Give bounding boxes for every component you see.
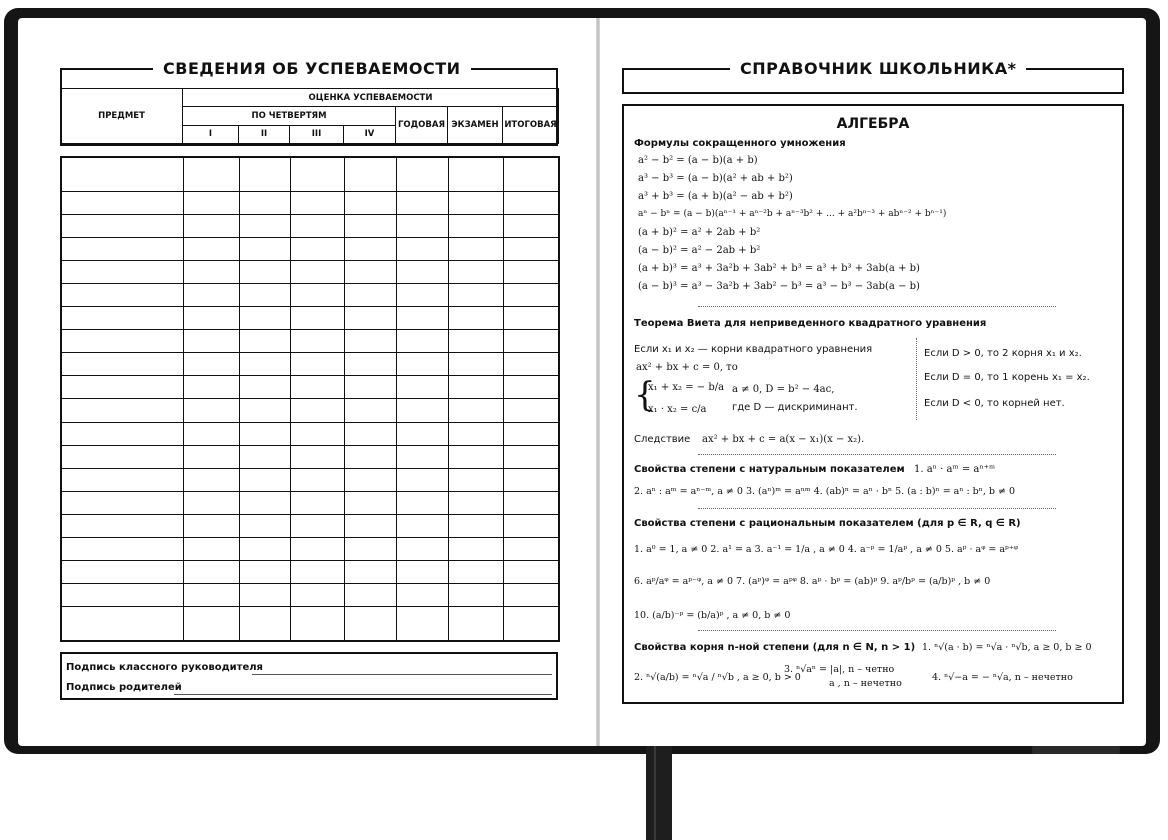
grade-cell[interactable] [290,560,344,583]
root-prop-2: 2. ⁿ√(a/b) = ⁿ√a / ⁿ√b , a ≥ 0, b > 0 [634,672,801,683]
formula-3: a³ + b³ = (a + b)(a² − ab + b²) [638,191,793,202]
grade-cell[interactable] [344,468,396,491]
grade-cell[interactable] [183,560,239,583]
root-prop-3a: 3. ⁿ√aⁿ = |a|, n – четно [784,664,895,675]
subject-cell[interactable] [61,215,183,238]
grade-cell[interactable] [183,491,239,514]
subject-cell[interactable] [61,157,183,192]
grade-cell[interactable] [344,583,396,606]
grade-row [61,284,559,307]
grade-cell[interactable] [344,307,396,330]
yearly-header: ГОДОВАЯ [396,107,448,144]
grade-cell[interactable] [448,192,503,215]
grade-cell[interactable] [183,353,239,376]
grade-row [61,422,559,445]
grade-cell[interactable] [448,468,503,491]
grade-cell[interactable] [183,192,239,215]
parents-signature-line[interactable] [174,694,552,695]
grade-cell[interactable] [344,238,396,261]
corollary-formula: ax² + bx + c = a(x − x₁)(x − x₂). [702,434,865,445]
vertical-divider [916,338,917,420]
quarter-3: III [290,125,344,143]
grade-cell[interactable] [503,157,559,192]
exam-header: ЭКЗАМЕН [448,107,503,144]
grade-cell[interactable] [239,307,290,330]
grade-cell[interactable] [183,376,239,399]
grade-cell[interactable] [183,468,239,491]
grade-cell[interactable] [290,157,344,192]
grade-row [61,445,559,468]
subject-cell[interactable] [61,583,183,606]
grades-header-table [60,88,559,144]
grade-cell[interactable] [503,514,559,537]
quarters-header: ПО ЧЕТВЕРТЯМ [183,107,396,125]
grade-cell[interactable] [396,606,448,641]
subject-cell[interactable] [61,261,183,284]
grade-row [61,307,559,330]
grade-cell[interactable] [290,215,344,238]
discriminant-positive: Если D > 0, то 2 корня x₁ и x₂. [924,348,1082,359]
grade-cell[interactable] [396,468,448,491]
grade-cell[interactable] [503,445,559,468]
page-title: СВЕДЕНИЯ ОБ УСПЕВАЕМОСТИ [153,59,471,78]
grade-cell[interactable] [239,284,290,307]
grade-cell[interactable] [344,192,396,215]
subject-cell[interactable] [61,238,183,261]
divider [698,508,1056,509]
grade-cell[interactable] [503,284,559,307]
grade-cell[interactable] [290,330,344,353]
grade-cell[interactable] [239,238,290,261]
grade-cell[interactable] [396,399,448,422]
grade-cell[interactable] [344,157,396,192]
root-prop-1: 1. ⁿ√(a · b) = ⁿ√a · ⁿ√b, a ≥ 0, b ≥ 0 [922,642,1092,653]
grade-cell[interactable] [448,330,503,353]
grade-cell[interactable] [448,284,503,307]
grade-cell[interactable] [503,261,559,284]
grade-row [61,261,559,284]
grade-cell[interactable] [239,514,290,537]
grade-cell[interactable] [183,307,239,330]
grade-cell[interactable] [290,284,344,307]
grade-cell[interactable] [503,583,559,606]
grade-cell[interactable] [239,330,290,353]
grade-cell[interactable] [503,422,559,445]
quarter-2: II [239,125,290,143]
grade-cell[interactable] [396,445,448,468]
grade-cell[interactable] [290,514,344,537]
grade-cell[interactable] [290,238,344,261]
grade-cell[interactable] [290,583,344,606]
subject-cell[interactable] [61,468,183,491]
formula-2: a³ − b³ = (a − b)(a² + ab + b²) [638,173,793,184]
subject-cell[interactable] [61,491,183,514]
subject-cell[interactable] [61,399,183,422]
grade-row [61,399,559,422]
grade-cell[interactable] [503,468,559,491]
formula-7: (a + b)³ = a³ + 3a²b + 3ab² + b³ = a³ + b³ + 3ab(a + b) [638,263,920,274]
vieta-product: x₁ · x₂ = c/a [648,404,707,415]
grade-row [61,353,559,376]
subject-cell[interactable] [61,606,183,641]
grade-row [61,330,559,353]
rat-powers-heading: Свойства степени с рациональным показателем (для p ∈ R, q ∈ R) [634,518,1021,529]
subject-cell[interactable] [61,560,183,583]
grade-cell[interactable] [239,376,290,399]
grade-cell[interactable] [396,353,448,376]
vieta-sum: x₁ + x₂ = − b/a [648,382,725,393]
grade-cell[interactable] [290,491,344,514]
formula-8: (a − b)³ = a³ − 3a²b + 3ab² − b³ = a³ − b³ − 3ab(a − b) [638,281,920,292]
grade-cell[interactable] [396,376,448,399]
grade-cell[interactable] [183,284,239,307]
discriminant-zero: Если D = 0, то 1 корень x₁ = x₂. [924,372,1090,383]
grade-cell[interactable] [290,353,344,376]
grade-cell[interactable] [396,330,448,353]
grade-cell[interactable] [503,330,559,353]
corollary-label: Следствие [634,434,691,445]
grade-cell[interactable] [239,583,290,606]
grade-cell[interactable] [183,606,239,641]
grade-cell[interactable] [448,353,503,376]
grade-cell[interactable] [183,422,239,445]
root-prop-3b: a , n – нечетно [829,678,902,689]
grade-row [61,583,559,606]
quarter-1: I [183,125,239,143]
grade-cell[interactable] [396,192,448,215]
grade-cell[interactable] [448,514,503,537]
grade-cell[interactable] [503,399,559,422]
grade-cell[interactable] [396,560,448,583]
grade-cell[interactable] [448,238,503,261]
grade-row [61,537,559,560]
grade-cell[interactable] [396,284,448,307]
grade-cell[interactable] [239,468,290,491]
grade-cell[interactable] [290,537,344,560]
grade-cell[interactable] [290,261,344,284]
subject-cell[interactable] [61,445,183,468]
grade-cell[interactable] [290,307,344,330]
grade-cell[interactable] [239,192,290,215]
grade-cell[interactable] [344,215,396,238]
grade-row [61,157,559,192]
formula-5: (a + b)² = a² + 2ab + b² [638,227,761,238]
grade-cell[interactable] [396,422,448,445]
nat-power-1: 1. aⁿ · aᵐ = aⁿ⁺ᵐ [914,464,996,475]
grade-row [61,376,559,399]
grade-cell[interactable] [183,261,239,284]
signature-box [60,652,558,700]
grade-cell[interactable] [239,157,290,192]
grade-cell[interactable] [344,491,396,514]
quarter-4: IV [344,125,396,143]
grade-cell[interactable] [183,399,239,422]
grade-cell[interactable] [344,353,396,376]
grade-cell[interactable] [396,307,448,330]
subject-cell[interactable] [61,192,183,215]
grade-cell[interactable] [396,514,448,537]
grade-cell[interactable] [344,445,396,468]
grade-cell[interactable] [503,606,559,641]
grade-cell[interactable] [503,307,559,330]
grade-cell[interactable] [448,583,503,606]
grade-cell[interactable] [239,215,290,238]
subject-cell[interactable] [61,376,183,399]
short-mult-heading: Формулы сокращенного умножения [634,138,846,149]
teacher-signature-line[interactable] [252,674,552,675]
grade-row [61,491,559,514]
grade-row [61,606,559,641]
grade-cell[interactable] [344,537,396,560]
grade-cell[interactable] [239,353,290,376]
root-prop-4: 4. ⁿ√−a = − ⁿ√a, n – нечетно [932,672,1073,683]
subject-cell[interactable] [61,307,183,330]
grade-cell[interactable] [239,491,290,514]
grade-header: ОЦЕНКА УСПЕВАЕМОСТИ [183,89,559,107]
grade-cell[interactable] [396,491,448,514]
grade-row [61,192,559,215]
grade-cell[interactable] [448,445,503,468]
vieta-condition-2: где D — дискриминант. [732,402,858,413]
grade-cell[interactable] [448,307,503,330]
grade-cell[interactable] [290,422,344,445]
subject-cell[interactable] [61,514,183,537]
grade-cell[interactable] [183,330,239,353]
grade-cell[interactable] [503,560,559,583]
reference-title: СПРАВОЧНИК ШКОЛЬНИКА* [730,59,1026,78]
grade-cell[interactable] [183,583,239,606]
subject-cell[interactable] [61,284,183,307]
elastic-band-bottom [1032,746,1120,754]
grade-cell[interactable] [448,537,503,560]
teacher-signature-label: Подпись классного руководителя [66,662,263,673]
grade-cell[interactable] [448,399,503,422]
rat-power-row-3: 10. (a/b)⁻ᵖ = (b/a)ᵖ , a ≠ 0, b ≠ 0 [634,610,791,621]
grade-row [61,560,559,583]
divider [698,306,1056,307]
grade-cell[interactable] [183,514,239,537]
grade-cell[interactable] [183,537,239,560]
right-page [600,18,1146,746]
grade-cell[interactable] [290,606,344,641]
divider [698,454,1056,455]
grade-cell[interactable] [344,376,396,399]
grade-cell[interactable] [290,468,344,491]
grade-cell[interactable] [396,215,448,238]
grade-cell[interactable] [239,399,290,422]
grade-cell[interactable] [396,583,448,606]
system-brace: { [634,375,656,415]
subject-cell[interactable] [61,422,183,445]
grade-cell[interactable] [344,560,396,583]
section-title: АЛГЕБРА [836,116,910,132]
grade-cell[interactable] [183,157,239,192]
grade-cell[interactable] [239,445,290,468]
rat-power-row-1: 1. a⁰ = 1, a ≠ 0 2. a¹ = a 3. a⁻¹ = 1/a , a ≠ 0 4. a⁻ᵖ = 1/aᵖ , a ≠ 0 5. aᵖ · aᵠ = aᵖ⁺ᵠ [634,544,1019,555]
grade-cell[interactable] [239,422,290,445]
grade-row [61,468,559,491]
formula-6: (a − b)² = a² − 2ab + b² [638,245,761,256]
left-page [18,18,596,746]
grade-cell[interactable] [448,606,503,641]
grade-cell[interactable] [344,330,396,353]
subject-header: ПРЕДМЕТ [61,89,183,144]
grade-cell[interactable] [448,261,503,284]
grade-cell[interactable] [290,399,344,422]
subject-cell[interactable] [61,330,183,353]
formula-4: aⁿ − bⁿ = (a − b)(aⁿ⁻¹ + aⁿ⁻²b + aⁿ⁻³b² + ... + a²bⁿ⁻³ + abⁿ⁻² + bⁿ⁻¹) [638,209,947,219]
grade-cell[interactable] [344,261,396,284]
parents-signature-label: Подпись родителей [66,682,182,693]
grade-cell[interactable] [290,445,344,468]
grade-cell[interactable] [503,491,559,514]
grade-cell[interactable] [239,606,290,641]
grade-row [61,514,559,537]
grade-cell[interactable] [503,215,559,238]
grade-cell[interactable] [239,261,290,284]
grade-row [61,215,559,238]
grade-cell[interactable] [448,215,503,238]
formula-1: a² − b² = (a − b)(a + b) [638,155,758,166]
algebra-box [622,104,1124,704]
grade-cell[interactable] [448,422,503,445]
vieta-intro-2: ax² + bx + c = 0, то [636,362,738,373]
nat-power-row: 2. aⁿ : aᵐ = aⁿ⁻ᵐ, a ≠ 0 3. (aⁿ)ᵐ = aⁿᵐ 4. (ab)ⁿ = aⁿ · bⁿ 5. (a : b)ⁿ = aⁿ : bⁿ, b ≠ 0 [634,486,1016,497]
grade-cell[interactable] [344,514,396,537]
nat-powers-heading: Свойства степени с натуральным показателем [634,464,905,475]
grade-cell[interactable] [183,445,239,468]
grade-cell[interactable] [503,238,559,261]
discriminant-negative: Если D < 0, то корней нет. [924,398,1065,409]
grade-cell[interactable] [448,491,503,514]
grade-cell[interactable] [396,261,448,284]
grade-cell[interactable] [448,376,503,399]
grade-cell[interactable] [344,422,396,445]
roots-heading: Свойства корня n-ной степени (для n ∈ N, n > 1) [634,642,916,653]
subject-cell[interactable] [61,537,183,560]
vieta-condition-1: a ≠ 0, D = b² − 4ac, [732,384,835,395]
grade-cell[interactable] [503,376,559,399]
grade-cell[interactable] [448,560,503,583]
grade-cell[interactable] [183,238,239,261]
grade-cell[interactable] [344,399,396,422]
grade-cell[interactable] [344,284,396,307]
grades-grid [60,156,560,642]
bookmark-ribbon [646,746,672,840]
grade-cell[interactable] [396,537,448,560]
subject-cell[interactable] [61,353,183,376]
final-header: ИТОГОВАЯ [503,107,559,144]
divider [698,630,1056,631]
grade-cell[interactable] [290,192,344,215]
grade-cell[interactable] [239,560,290,583]
vieta-intro-1: Если x₁ и x₂ — корни квадратного уравнения [634,344,873,355]
grade-cell[interactable] [503,353,559,376]
grade-row [61,238,559,261]
grade-cell[interactable] [503,192,559,215]
grade-cell[interactable] [396,238,448,261]
grade-cell[interactable] [183,215,239,238]
grade-cell[interactable] [503,537,559,560]
grade-cell[interactable] [396,157,448,192]
grade-cell[interactable] [344,606,396,641]
vieta-heading: Теорема Виета для неприведенного квадратного уравнения [634,318,987,329]
rat-power-row-2: 6. aᵖ/aᵠ = aᵖ⁻ᵠ, a ≠ 0 7. (aᵖ)ᵠ = aᵖᵠ 8. aᵖ · bᵖ = (ab)ᵖ 9. aᵖ/bᵖ = (a/b)ᵖ , b ≠ 0 [634,576,991,587]
grade-cell[interactable] [448,157,503,192]
grade-cell[interactable] [239,537,290,560]
grade-cell[interactable] [290,376,344,399]
